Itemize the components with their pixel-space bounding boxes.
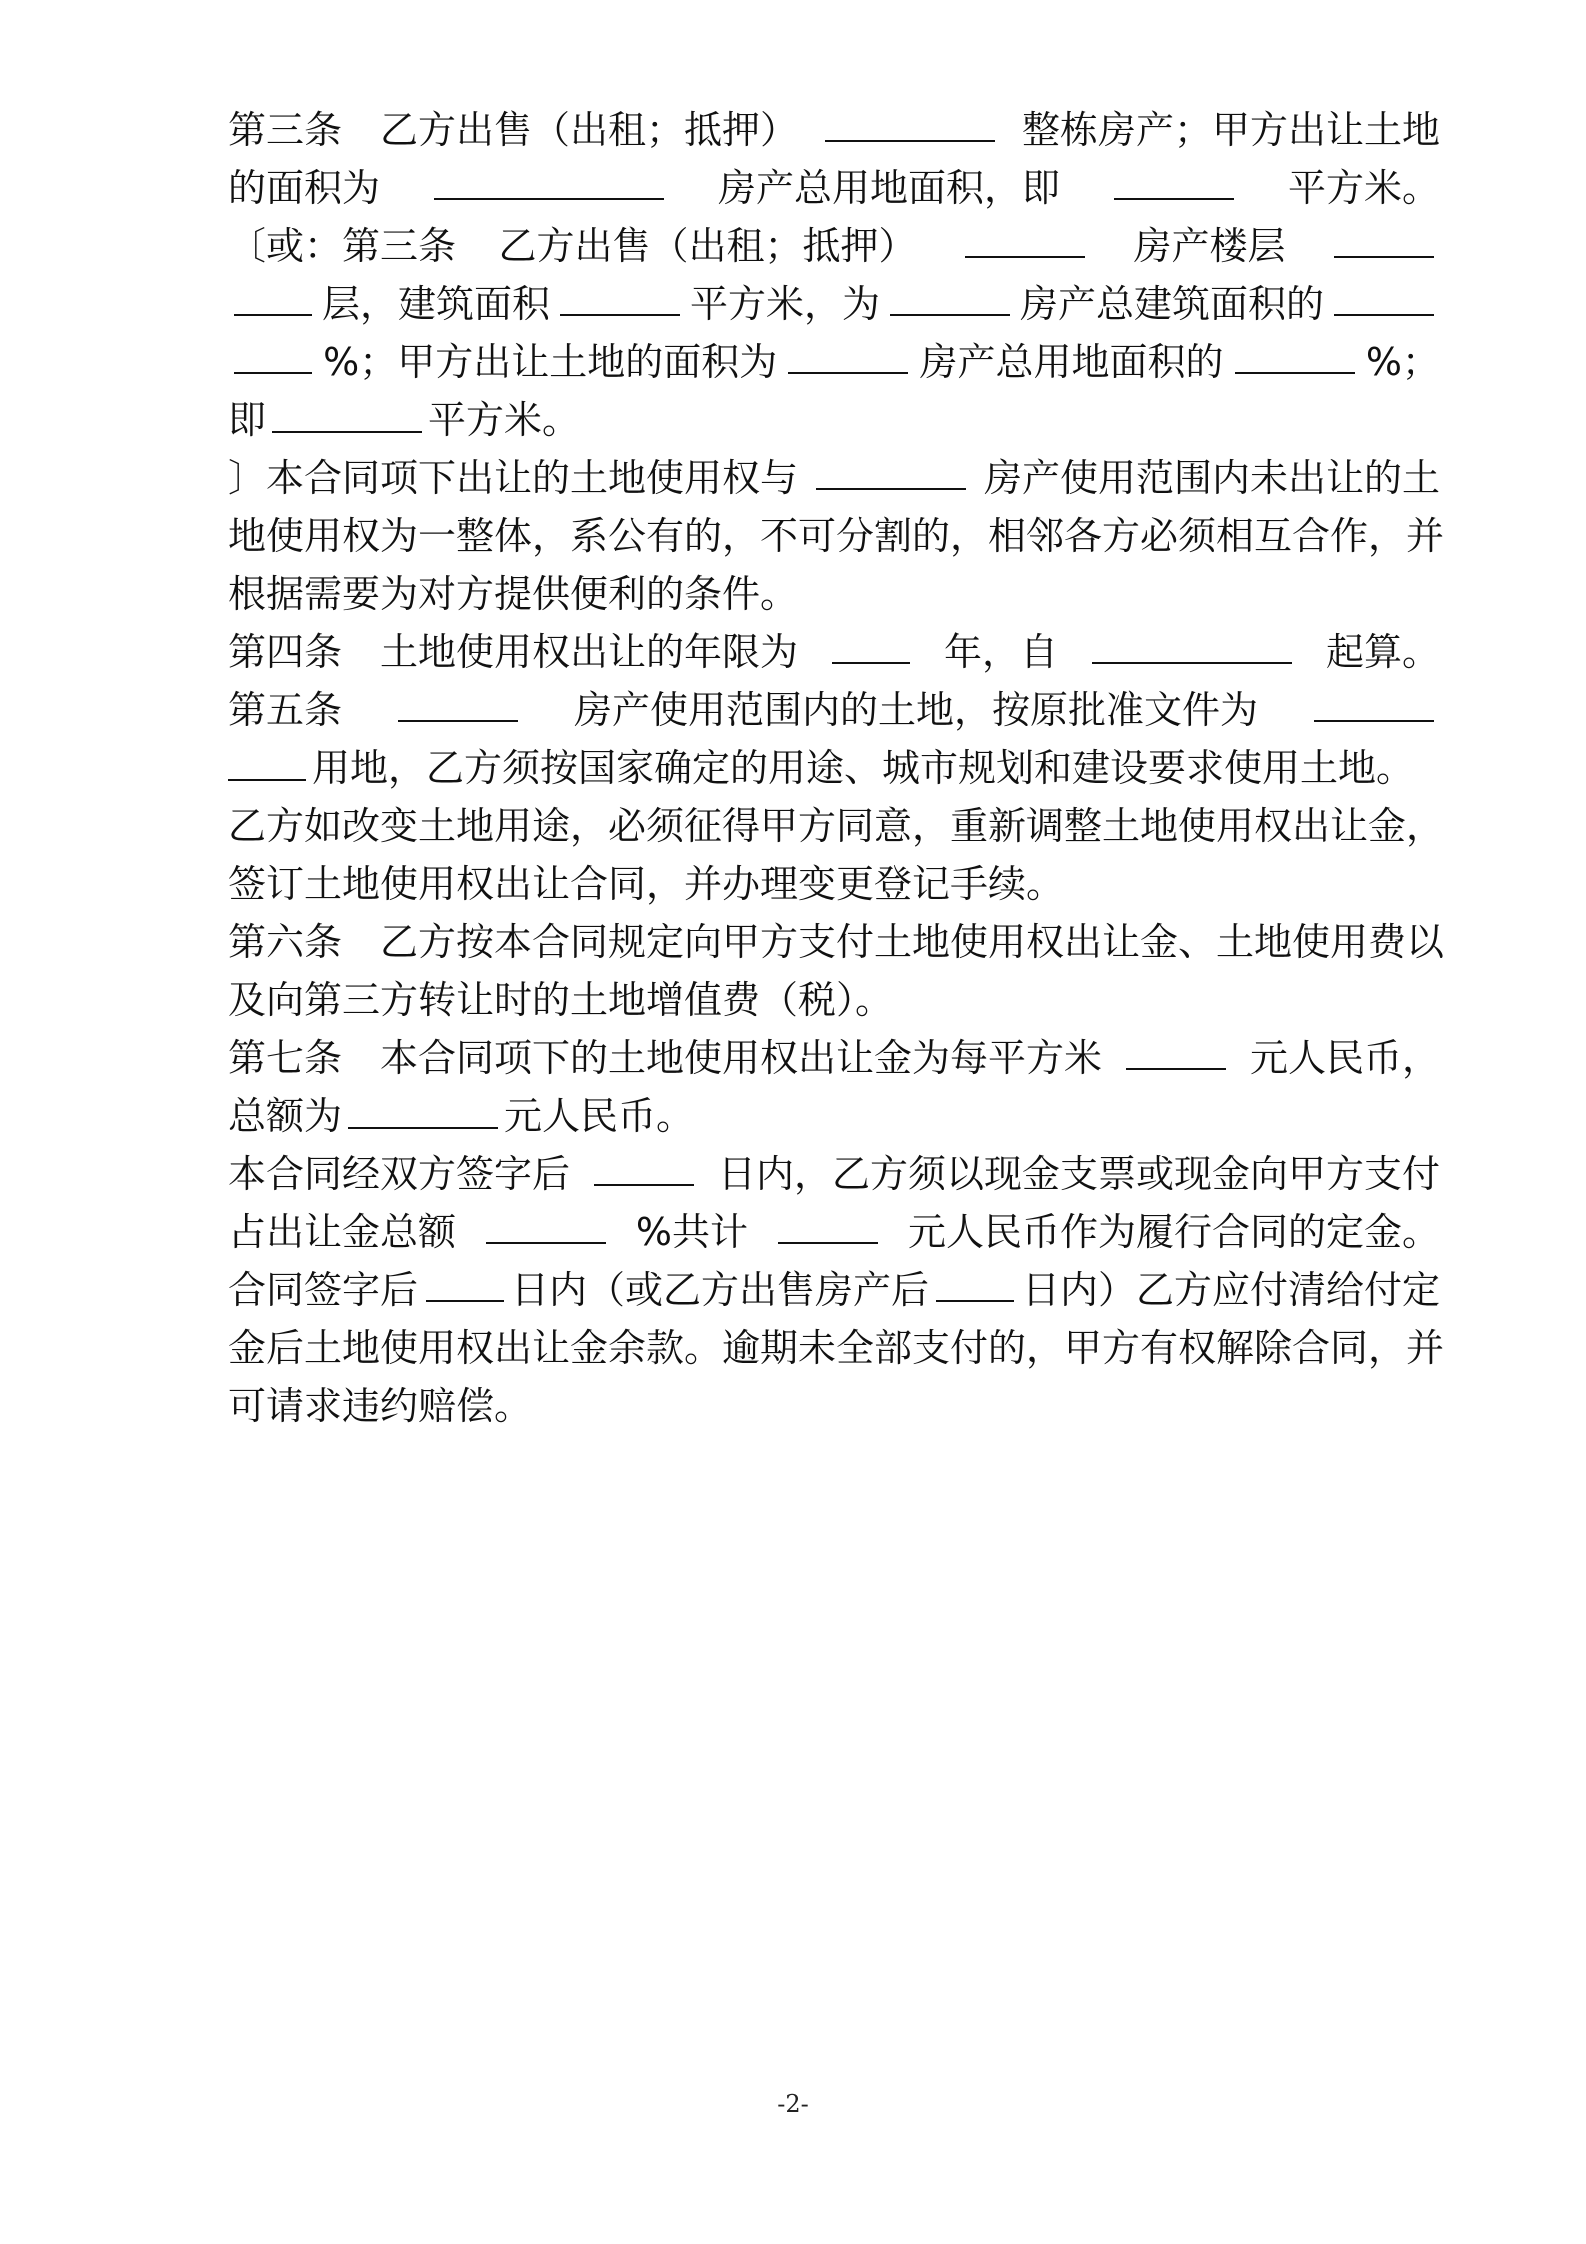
text-segment: 年，自 [943,630,1058,674]
blank-field[interactable] [832,622,910,664]
text-segment: 房产使用范围内未出让的土 [983,456,1440,500]
text-segment: %共计 [635,1210,749,1254]
article-4-line-1 [228,622,1440,682]
text-segment: 的面积为 [228,166,381,210]
blank-field[interactable] [1126,1028,1226,1070]
text-segment: 用地，乙方须按国家确定的用途、城市规划和建设要求使用土地。 [312,746,1415,790]
article-3-line-2 [228,158,1440,218]
page-number: -2- [777,2090,809,2118]
text-segment: 合同签字后 [228,1268,419,1312]
article-7-line-7: 可请求违约赔偿。 [228,1384,533,1428]
blank-field[interactable] [434,158,664,200]
article-6-line-1: 第六条 乙方按本合同规定向甲方支付土地使用权出让金、土地使用费以 [228,920,1445,964]
text-segment: 房产楼层 [1133,224,1286,268]
text-segment: 房产总建筑面积的 [1019,282,1324,326]
blank-field[interactable] [1334,216,1434,258]
text-segment: 房产总用地面积，即 [717,166,1060,210]
article-7-line-4 [228,1202,1440,1262]
text-segment: 房产使用范围内的土地，按原批准文件为 [573,688,1258,732]
article-5-line-4: 签订土地使用权出让合同，并办理变更登记手续。 [228,862,1065,906]
alt-article-3-line-4 [228,390,580,450]
blank-field[interactable] [234,274,312,316]
text-segment: 第五条 [228,688,343,732]
text-segment: 元人民币作为履行合同的定金。 [907,1210,1440,1254]
clause-note-line-3: 根据需要为对方提供便利的条件。 [228,572,799,616]
article-5-line-3: 乙方如改变土地用途，必须征得甲方同意，重新调整土地使用权出让金， [228,804,1445,848]
text-segment: %；甲方出让土地的面积为 [323,340,778,384]
article-7-line-1 [228,1028,1440,1088]
text-segment: 日内，乙方须以现金支票或现金向甲方支付 [717,1152,1440,1196]
blank-field[interactable] [1314,680,1434,722]
text-segment: 元人民币， [1249,1036,1440,1080]
article-7-line-2 [228,1086,694,1146]
article-6-line-2: 及向第三方转让时的土地增值费（税）。 [228,978,894,1022]
text-segment: 层，建筑面积 [321,282,550,326]
blank-field[interactable] [1334,274,1434,316]
article-7-line-6: 金后土地使用权出让金余款。逾期未全部支付的，甲方有权解除合同，并 [228,1326,1445,1370]
article-5-line-2 [228,738,1414,798]
text-segment: 平方米。 [428,398,581,442]
text-segment: 日内）乙方应付清给付定 [1021,1268,1440,1312]
blank-field[interactable] [348,1087,498,1129]
alt-article-3-line-2 [228,274,1440,334]
blank-field[interactable] [965,216,1085,258]
article-5-line-1 [228,680,1440,740]
text-segment: 第三条 乙方出售（出租；抵押） [228,108,799,152]
text-segment: 占出让金总额 [228,1210,457,1254]
article-3-line-1 [228,100,1440,160]
text-segment: 平方米。 [1287,166,1440,210]
alt-article-3-line-1 [228,216,1440,276]
text-segment: 元人民币。 [504,1094,695,1138]
text-segment: 乙方出售（出租；抵押） [498,224,917,268]
clause-note-line-2: 地使用权为一整体，系公有的，不可分割的，相邻各方必须相互合作，并 [228,514,1445,558]
text-segment: %； [1365,340,1440,384]
blank-field[interactable] [228,739,306,781]
blank-field[interactable] [890,274,1010,316]
blank-field[interactable] [825,100,995,142]
blank-field[interactable] [816,448,966,490]
text-segment: 〕本合同项下出让的土地使用权与 [228,456,799,500]
blank-field[interactable] [1114,158,1234,200]
blank-field[interactable] [398,680,518,722]
text-segment: 即 [228,398,267,442]
clause-note-line-1 [228,448,1440,508]
blank-field[interactable] [788,332,908,374]
text-segment: 本合同经双方签字后 [228,1152,571,1196]
text-segment: 第四条 土地使用权出让的年限为 [228,630,799,674]
article-7-line-3 [228,1144,1440,1204]
alt-article-3-line-3 [228,332,1440,392]
text-segment: 〔或：第三条 [228,224,457,268]
blank-field[interactable] [1092,622,1292,664]
blank-field[interactable] [936,1260,1014,1302]
text-segment: 起算。 [1325,630,1440,674]
text-segment: 房产总用地面积的 [919,340,1224,384]
blank-field[interactable] [1235,332,1355,374]
text-segment: 平方米，为 [689,282,880,326]
text-segment: 整栋房产；甲方出让土地 [1021,108,1440,152]
text-segment: 第七条 本合同项下的土地使用权出让金为每平方米 [228,1036,1103,1080]
blank-field[interactable] [560,274,680,316]
blank-field[interactable] [272,391,422,433]
text-segment: 总额为 [228,1094,343,1138]
blank-field[interactable] [594,1144,694,1186]
blank-field[interactable] [426,1260,504,1302]
blank-field[interactable] [778,1202,878,1244]
blank-field[interactable] [486,1202,606,1244]
blank-field[interactable] [234,332,312,374]
article-7-line-5 [228,1260,1440,1320]
text-segment: 日内（或乙方出售房产后 [510,1268,929,1312]
